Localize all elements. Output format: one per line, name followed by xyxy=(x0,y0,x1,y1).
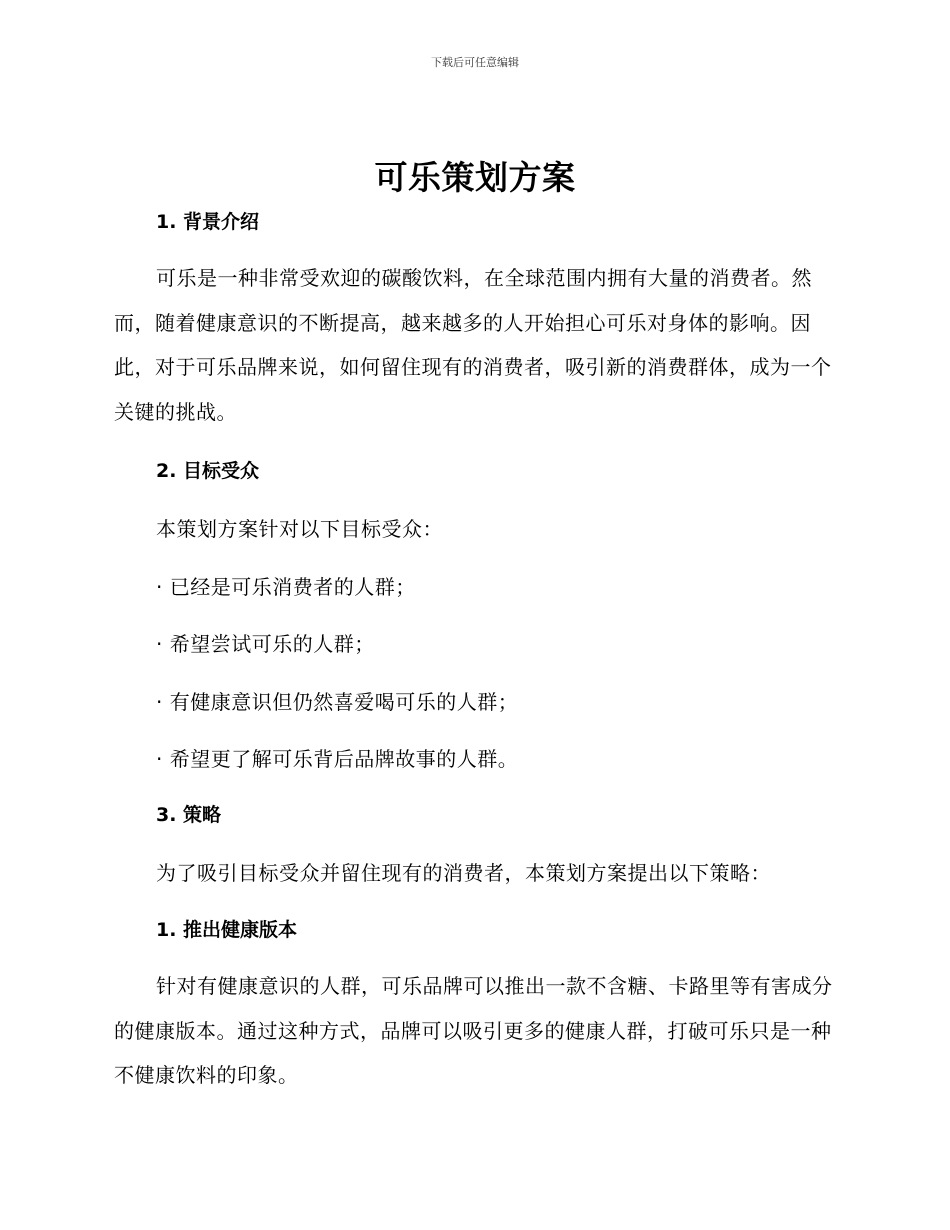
document-title: 可乐策划方案 xyxy=(374,158,576,197)
section-heading-strategy: 3. 策略 xyxy=(156,804,222,826)
audience-item: · 希望更了解可乐背后品牌故事的人群。 xyxy=(156,747,519,771)
section-heading-background: 1. 背景介绍 xyxy=(156,211,260,233)
subsection-heading-health-version: 1. 推出健康版本 xyxy=(156,919,298,941)
audience-item: · 已经是可乐消费者的人群； xyxy=(156,575,416,599)
section-heading-audience: 2. 目标受众 xyxy=(156,460,260,482)
audience-item: · 希望尝试可乐的人群； xyxy=(156,632,375,656)
header-note: 下载后可任意编辑 xyxy=(431,56,519,69)
audience-item: · 有健康意识但仍然喜爱喝可乐的人群； xyxy=(156,690,519,714)
audience-intro: 本策划方案针对以下目标受众： xyxy=(156,517,443,541)
health-version-paragraph: 针对有健康意识的人群，可乐品牌可以推出一款不含糖、卡路里等有害成分的健康版本。通过这种方式，品牌可以吸引更多的健康人群，打破可乐只是一种不健康饮料的印象。 xyxy=(114,974,833,1087)
background-paragraph: 可乐是一种非常受欢迎的碳酸饮料，在全球范围内拥有大量的消费者。然而，随着健康意识的不断提高，越来越多的人开始担心可乐对身体的影响。因此，对于可乐品牌来说，如何留住现有的消费者，吸引新的消费群体，成为一个关键的挑战。 xyxy=(114,266,832,424)
strategy-intro: 为了吸引目标受众并留住现有的消费者，本策划方案提出以下策略： xyxy=(156,861,771,885)
